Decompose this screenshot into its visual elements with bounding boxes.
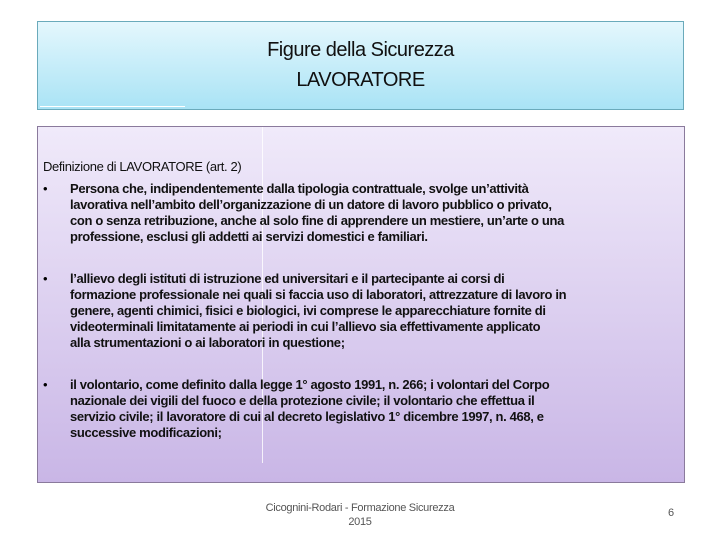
definition-heading: Definizione di LAVORATORE (art. 2) — [43, 159, 242, 174]
bullet-1-line: Persona che, indipendentemente dalla tipologia contrattuale, svolge un’attività — [70, 181, 529, 196]
bullet-3-line: il volontario, come definito dalla legge 1° agosto 1991, n. 266; i volontari del Corpo — [70, 377, 550, 392]
slide-subtitle: LAVORATORE — [296, 69, 425, 91]
bullet-1-marker: • — [43, 181, 48, 196]
footer-text: Cicognini-Rodari - Formazione Sicurezza — [265, 502, 455, 514]
bullet-2-marker: • — [43, 271, 48, 286]
bullet-1-line: con o senza retribuzione, anche al solo fine di apprendere un mestiere, un’arte o una — [70, 213, 564, 228]
title-box — [37, 21, 684, 110]
bullet-2-line: genere, agenti chimici, fisici e biologici, ivi comprese le apparecchiature fornite di — [70, 303, 546, 318]
bullet-3-line: servizio civile; il lavoratore di cui al decreto legislativo 1° dicembre 1997, n. 468, e — [70, 409, 544, 424]
footer — [250, 501, 470, 529]
content-box — [37, 126, 685, 483]
bullet-3-line: nazionale dei vigili del fuoco e della protezione civile; il volontario che effettua il — [70, 393, 535, 408]
bullet-3-line: successive modificazioni; — [70, 425, 222, 440]
bullet-1-line: professione, esclusi gli addetti ai servizi domestici e familiari. — [70, 229, 428, 244]
slide-title: Figure della Sicurezza — [267, 39, 454, 61]
bullet-2-line: videoterminali limitatamente ai periodi in cui l’allievo sia effettivamente applicato — [70, 319, 541, 334]
bullet-2-line: alla strumentazioni o ai laboratori in questione; — [70, 335, 345, 350]
bullet-1-line: lavorativa nell’ambito dell’organizzazione di un datore di lavoro pubblico o privato, — [70, 197, 552, 212]
bullet-3-marker: • — [43, 377, 48, 392]
footer-year: 2015 — [348, 516, 372, 528]
bullet-2-line: formazione professionale nei quali si faccia uso di laboratori, attrezzature di lavoro in — [70, 287, 567, 302]
bullet-2-line: l’allievo degli istituti di istruzione ed universitari e il partecipante ai corsi di — [70, 271, 505, 286]
decorative-line — [40, 106, 185, 107]
page-number: 6 — [668, 507, 675, 519]
